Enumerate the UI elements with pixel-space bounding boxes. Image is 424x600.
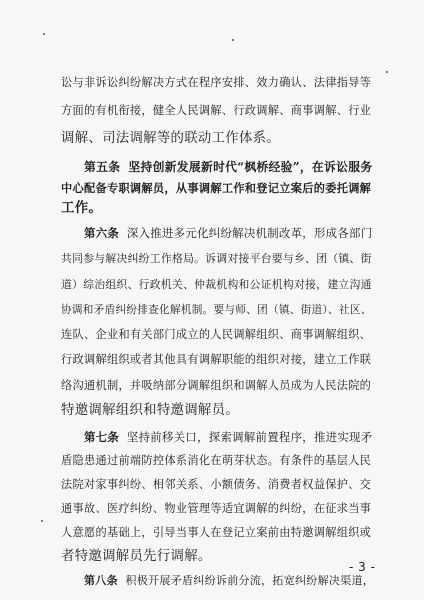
paragraph-line: 法院对家事纠纷、相邻关系、小额债务、消费者权益保护、交 — [61, 478, 372, 491]
article-6-label: 第六条 — [84, 226, 120, 240]
article-8-line — [84, 572, 373, 590]
scan-speck — [43, 33, 45, 35]
paragraph-line: 工作。 — [61, 200, 103, 216]
article-7-text: 坚持前移关口，探索调解前置程序，推进实现矛 — [126, 430, 373, 444]
article-5-text: 坚持创新发展新时代“枫桥经验”，在诉讼服务 — [128, 160, 373, 174]
paragraph-line: 行政调解组织或者其他具有调解职能的组织对接，建立工作联 — [61, 353, 372, 366]
article-7-label: 第七条 — [84, 430, 120, 444]
paragraph-line: 络沟通机制，并吸纳部分调解组织和调解人员成为人民法院的 — [61, 379, 372, 392]
scan-speck — [232, 39, 234, 41]
paragraph-line: 方面的有机衔接，健全人民调解、行政调解、商事调解、行业 — [61, 104, 372, 117]
paragraph-line: 调解、司法调解等的联动工作体系。 — [61, 131, 281, 146]
scan-speck — [386, 71, 388, 73]
article-6-text: 深入推进多元化纠纷解决机制改革，形成各部门 — [126, 226, 373, 240]
paragraph-line: 中心配备专职调解员，从事调解工作和登记立案后的委托调解 — [61, 181, 372, 195]
paragraph-line: 连队、企业和有关部门成立的人民调解组织、商事调解组织、 — [61, 328, 372, 341]
paragraph-line: 者特邀调解员先行调解。 — [61, 549, 212, 564]
article-5-line — [84, 158, 373, 176]
paragraph-line: 特邀调解组织和特邀调解员。 — [61, 403, 239, 418]
paragraph-line: 协调和矛盾纠纷排查化解机制。要与师、团（镇、街道）、社区、 — [61, 304, 372, 316]
article-6-line — [84, 224, 373, 242]
paragraph-line: 讼与非诉讼纠纷解决方式在程序安排、效力确认、法律指导等 — [61, 76, 372, 89]
article-8-text: 积极开展矛盾纠纷诉前分流，拓宽纠纷解决渠道， — [125, 574, 375, 587]
paragraph-line: 道）综治组织、行政机关、仲裁机构和公证机构对接，建立沟通 — [61, 278, 372, 291]
article-8-label: 第八条 — [84, 574, 118, 587]
article-7-line — [84, 428, 373, 446]
article-5-label: 第五条 — [84, 160, 121, 174]
paragraph-line: 通事故、医疗纠纷、物业管理等适宜调解的纠纷，在征求当事 — [61, 502, 372, 515]
paragraph-line: 盾隐患通过前端防控体系消化在萌芽状态。有条件的基层人民 — [61, 454, 372, 467]
page-number: - 3 - — [349, 560, 376, 574]
scan-speck — [41, 520, 43, 522]
paragraph-line: 共同参与解决纠纷工作格局。诉调对接平台要与乡、团（镇、街 — [61, 252, 372, 265]
paragraph-line: 人意愿的基础上，引导当事人在登记立案前由特邀调解组织或 — [61, 526, 372, 539]
